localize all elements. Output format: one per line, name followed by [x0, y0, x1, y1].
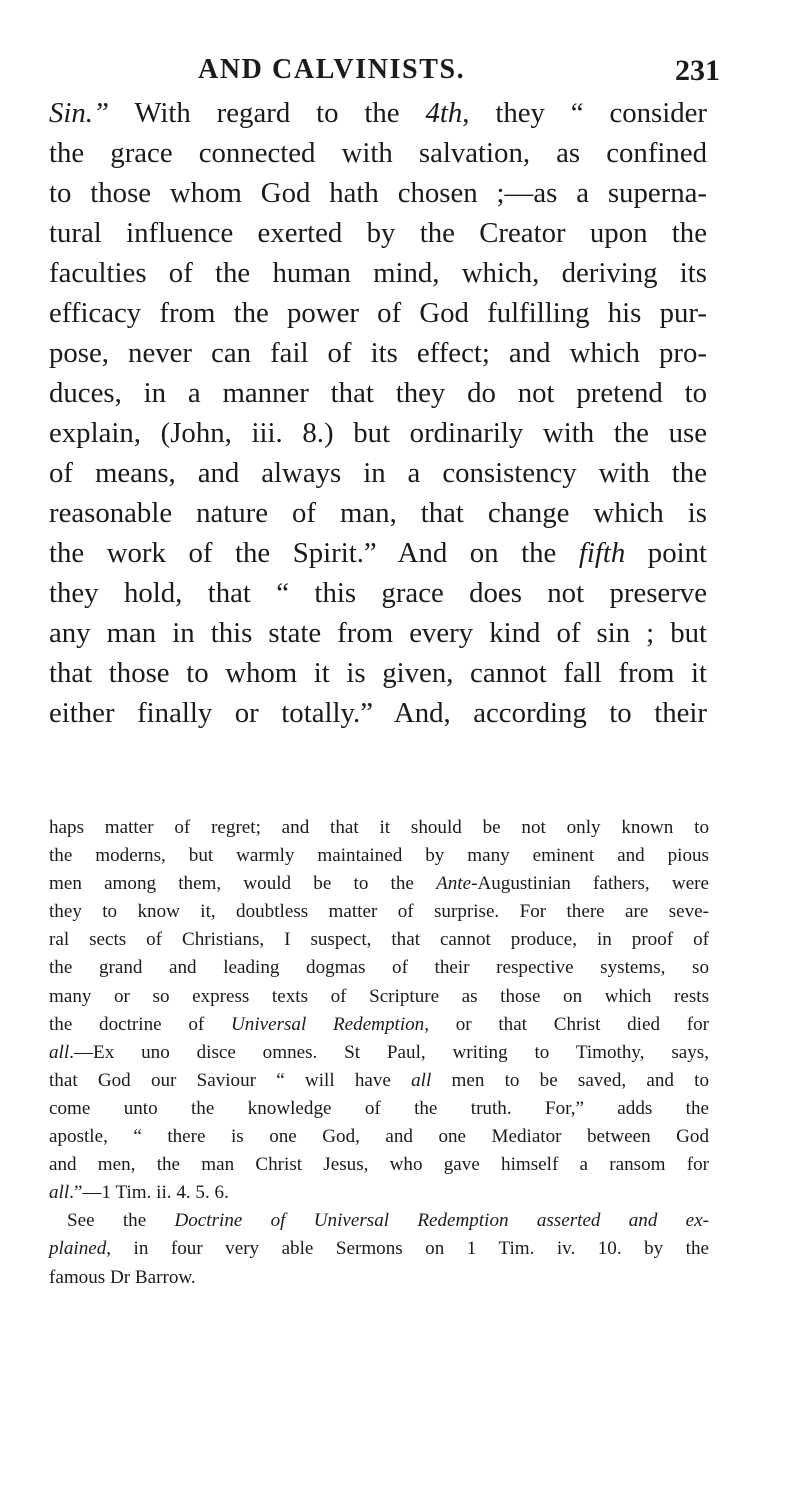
footnote-line [49, 1207, 709, 1235]
text-line: that those to whom it is given, cannot fall from it [49, 657, 707, 689]
text-segment: See the [67, 1210, 175, 1232]
text-line: of means, and always in a consistency with the [49, 457, 707, 489]
footnote-line: they to know it, doubtless matter of surprise. For there are seve- [49, 901, 709, 923]
text-line: duces, in a manner that they do not pretend to [49, 377, 707, 409]
italic-text: Ante [436, 873, 472, 895]
text-line: any man in this state from every kind of sin ; but [49, 617, 707, 649]
page-number: 231 [675, 54, 720, 87]
text-line: efficacy from the power of God fulfilling his pur- [49, 297, 707, 329]
text-line: explain, (John, iii. 8.) but ordinarily with the use [49, 417, 707, 449]
italic-text: plained [49, 1238, 107, 1260]
footnote-line: the moderns, but warmly maintained by many eminent and pious [49, 845, 709, 867]
text-segment: -Augustinian fathers, were [471, 873, 710, 895]
italic-text: Doctrine of Universal Redemption asserted and ex- [174, 1210, 709, 1232]
footnote-line: ral sects of Christians, I suspect, that cannot produce, in proof of [49, 929, 709, 951]
text-line: pose, never can fail of its effect; and which pro- [49, 337, 707, 369]
footnote-line: haps matter of regret; and that it should be not only known to [49, 817, 709, 838]
text-segment: the doctrine of [49, 1013, 231, 1035]
text-segment: that God our Saviour “ will have [49, 1069, 412, 1091]
footnote-line: the grand and leading dogmas of their respective systems, so [49, 957, 709, 979]
footnote-line: come unto the knowledge of the truth. For,” adds the [49, 1097, 709, 1119]
text-segment: the work of the Spirit.” And on the [49, 537, 579, 569]
footnote-line [49, 1179, 709, 1207]
text-line: they hold, that “ this grace does not preserve [49, 577, 707, 609]
italic-text: Universal Redemption [230, 1013, 425, 1035]
italic-text: 4th [425, 97, 463, 129]
text-line: either finally or totally.” And, according to their [49, 697, 707, 729]
text-segment: .—Ex uno disce omnes. St Paul, writing to Timothy, says, [69, 1041, 709, 1063]
text-segment: With regard to the [109, 97, 426, 129]
text-line: faculties of the human mind, which, deriving its [49, 257, 707, 289]
footnote-line [49, 1235, 709, 1263]
text-segment: men to be saved, and to [431, 1069, 709, 1091]
running-title: AND CALVINISTS. [198, 54, 466, 85]
text-line: to those whom God hath chosen ;—as a superna- [49, 177, 707, 209]
footnote-line: many or so express texts of Scripture as those on which rests [49, 985, 709, 1007]
text-segment: .”—1 Tim. ii. 4. 5. 6. [69, 1182, 229, 1204]
italic-text: all [49, 1041, 70, 1063]
text-segment: point [625, 537, 707, 569]
footnote-line: famous Dr Barrow. [49, 1266, 196, 1288]
footnote-line [49, 1039, 709, 1067]
text-segment: , in four very able Sermons on 1 Tim. iv. 10. by the [106, 1238, 709, 1260]
text-segment: men among them, would be to the [49, 873, 437, 895]
text-line [49, 533, 707, 573]
running-head [60, 50, 720, 90]
footnote-line: and men, the man Christ Jesus, who gave himself a ransom for [49, 1154, 709, 1176]
text-segment: , they “ consider [462, 97, 707, 129]
italic-text: all [411, 1069, 432, 1091]
text-line: the grace connected with salvation, as confined [49, 137, 707, 169]
footnote [49, 814, 709, 1292]
footnote-line [49, 870, 709, 898]
text-line [49, 93, 707, 133]
main-text [49, 93, 707, 733]
italic-text: all [49, 1182, 70, 1204]
footnote-line [49, 1011, 709, 1039]
text-line: tural influence exerted by the Creator upon the [49, 217, 707, 249]
footnote-line [49, 1067, 709, 1095]
text-segment: , or that Christ died for [424, 1013, 709, 1035]
text-line: reasonable nature of man, that change which is [49, 497, 707, 529]
italic-text: Sin.” [49, 97, 110, 129]
italic-text: fifth [578, 537, 626, 569]
footnote-line: apostle, “ there is one God, and one Mediator between God [49, 1126, 709, 1148]
